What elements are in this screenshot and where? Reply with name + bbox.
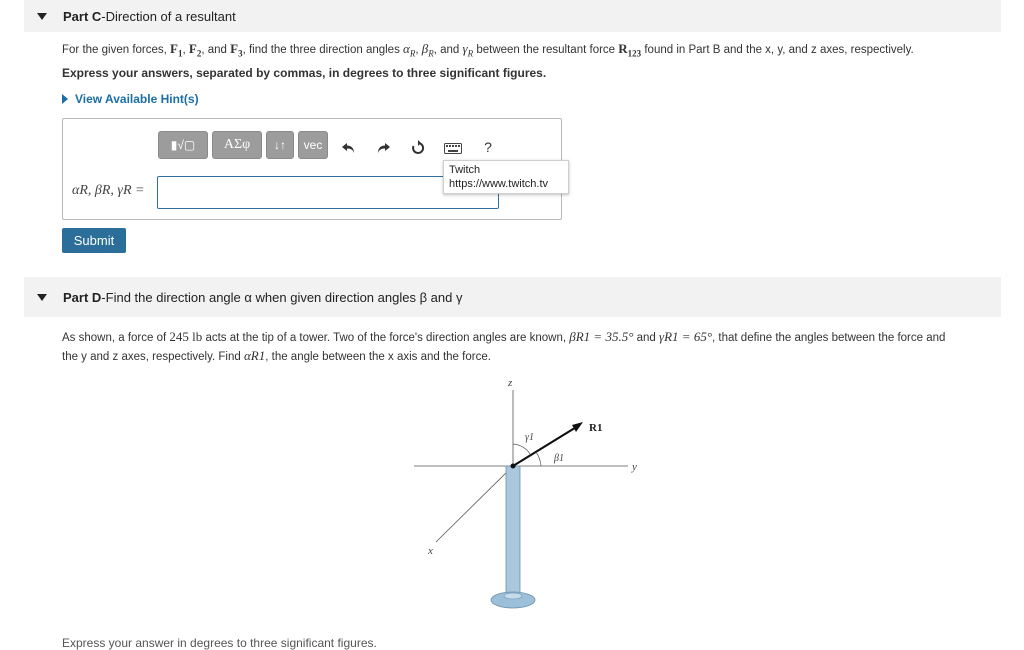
gamma-arc [513, 444, 530, 454]
greek-symbols-button[interactable]: ΑΣφ [212, 131, 262, 159]
part-d-title: Find the direction angle α when given direction angles β and γ [105, 289, 463, 305]
part-d-header[interactable]: Part D - Find the direction angle α when given direction angles β and γ [24, 277, 1001, 317]
x-axis-line [436, 466, 513, 542]
tooltip: Twitch https://www.twitch.tv [443, 160, 569, 194]
view-hints-link[interactable]: View Available Hint(s) [62, 92, 199, 106]
math-toolbar [158, 131, 332, 159]
vector-button[interactable]: vec [298, 131, 328, 159]
keyboard-icon[interactable] [443, 141, 463, 155]
axis-x-label: x [428, 545, 433, 557]
submit-button[interactable]: Submit [62, 228, 126, 253]
part-c-label: Part C [63, 8, 102, 24]
beta-arc [536, 452, 541, 466]
gamma-angle-label: γ1 [525, 432, 534, 443]
part-d-question: As shown, a force of 245 lb acts at the tip of a tower. Two of the force's direction angles are known, βR1 = 35.5° and γR1 = 65°, that define the angles between the force and the y and z axes, respectively. Find αR1, the angle between the x axis and the force. [62, 329, 946, 363]
force-arrow [513, 426, 578, 466]
part-c-question: For the given forces, $F_1$, $F_2$, and $F_3$, find the three direction angles $\alpha_R$, $\beta_R$, and $\gamma_R$ between the resultant force $R_{123}$ found in Part B and the x, y, and z axes, respectively. [62, 41, 914, 59]
collapse-caret-icon[interactable] [37, 13, 47, 20]
answer-input-label: αR, βR, γR = [72, 183, 145, 198]
part-c-title: Direction of a resultant [105, 8, 236, 24]
part-c-instruction: Express your answers, separated by commas, in degrees to three significant figures. [62, 66, 547, 80]
tower-diagram [400, 370, 660, 625]
beta-angle-label: β1 [554, 453, 564, 464]
subscript-superscript-button[interactable]: ↓↑ [266, 131, 294, 159]
templates-button[interactable]: ▮√▢ [158, 131, 208, 159]
collapse-caret-icon[interactable] [37, 294, 47, 301]
force-label: R1 [589, 422, 603, 434]
tower-pole [506, 466, 520, 594]
redo-icon[interactable] [372, 138, 394, 158]
expand-triangle-icon [62, 94, 68, 104]
help-icon[interactable]: ? [484, 139, 492, 155]
axis-y-label: y [632, 461, 637, 473]
part-d-label: Part D [63, 289, 102, 305]
part-d-instruction: Express your answer in degrees to three significant figures. [62, 636, 377, 650]
part-c-header[interactable]: Part C - Direction of a resultant [24, 0, 1001, 32]
undo-icon[interactable] [338, 138, 360, 158]
axis-z-label: z [508, 377, 513, 389]
reset-icon[interactable] [407, 138, 429, 158]
